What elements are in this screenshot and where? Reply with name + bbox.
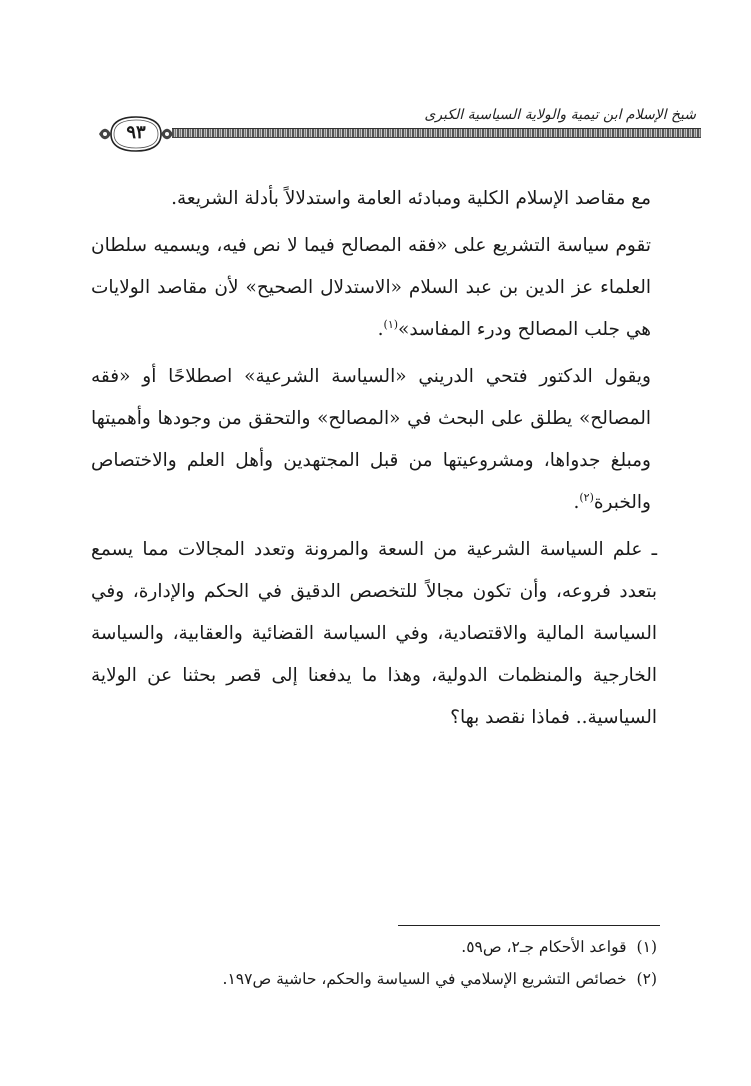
footnote-number: (١) (636, 938, 657, 956)
paragraph-1-text: مع مقاصد الإسلام الكلية ومبادئه العامة واستدلالاً بأدلة الشريعة. (171, 188, 651, 209)
footnote-text: قواعد الأحكام جـ٢، ص٥٩. (461, 938, 627, 956)
page-number: ٩٣ (126, 122, 146, 143)
footnotes (97, 931, 657, 995)
footnote-separator (398, 925, 660, 926)
footnote-ref-2: (٢) (579, 490, 594, 504)
paragraph-3-end: . (573, 492, 580, 513)
footnote (97, 963, 657, 995)
paragraph-4 (91, 529, 657, 739)
paragraph-1 (91, 178, 651, 220)
paragraph-3 (91, 356, 651, 524)
paragraph-2-text: تقوم سياسة التشريع على «فقه المصالح فيما لا نص فيه، ويسميه سلطان العلماء عز الدين بن عبد السلام «الاستدلال الصحيح» لأن مقاصد الولايات هي جلب المصالح ودرء المفاسد» (91, 235, 651, 340)
paragraph-2 (91, 225, 651, 351)
footnote-ref-1: (١) (383, 317, 399, 331)
footnote-number: (٢) (636, 970, 657, 988)
paragraph-4-text: ـ علم السياسة الشرعية من السعة والمرونة وتعدد المجالات مما يسمع بتعدد فروعه، وأن تكون مجالاً للتخصص الدقيق في الحكم والإدارة، وفي السياسة المالية والاقتصادية، وفي السياسة القضائية والعقابية، والسياسة الخارجية والمنظمات الدولية، وهذا ما يدفعنا إلى قصر بحثنا عن الولاية السياسية.. فماذا نقصد بها؟ (91, 539, 657, 728)
header-ornamental-rule (172, 128, 701, 138)
footnote (97, 931, 657, 963)
paragraph-3-text: ويقول الدكتور فتحي الدريني «السياسة الشرعية» اصطلاحًا أو «فقه المصالح» يطلق على البحث في «المصالح» والتحقق من وجودها وأهميتها ومبلغ جدواها، ومشروعيتها من قبل المجتهدين وأهل العلم والاختصاص والخبرة (91, 366, 651, 513)
footnote-text: خصائص التشريع الإسلامي في السياسة والحكم، حاشية ص١٩٧. (222, 970, 627, 988)
page-number-badge (97, 113, 175, 155)
paragraph-2-end: . (377, 319, 384, 340)
body-text (91, 178, 657, 744)
running-title: شيخ الإسلام ابن تيمية والولاية السياسية الكبرى (424, 107, 696, 123)
